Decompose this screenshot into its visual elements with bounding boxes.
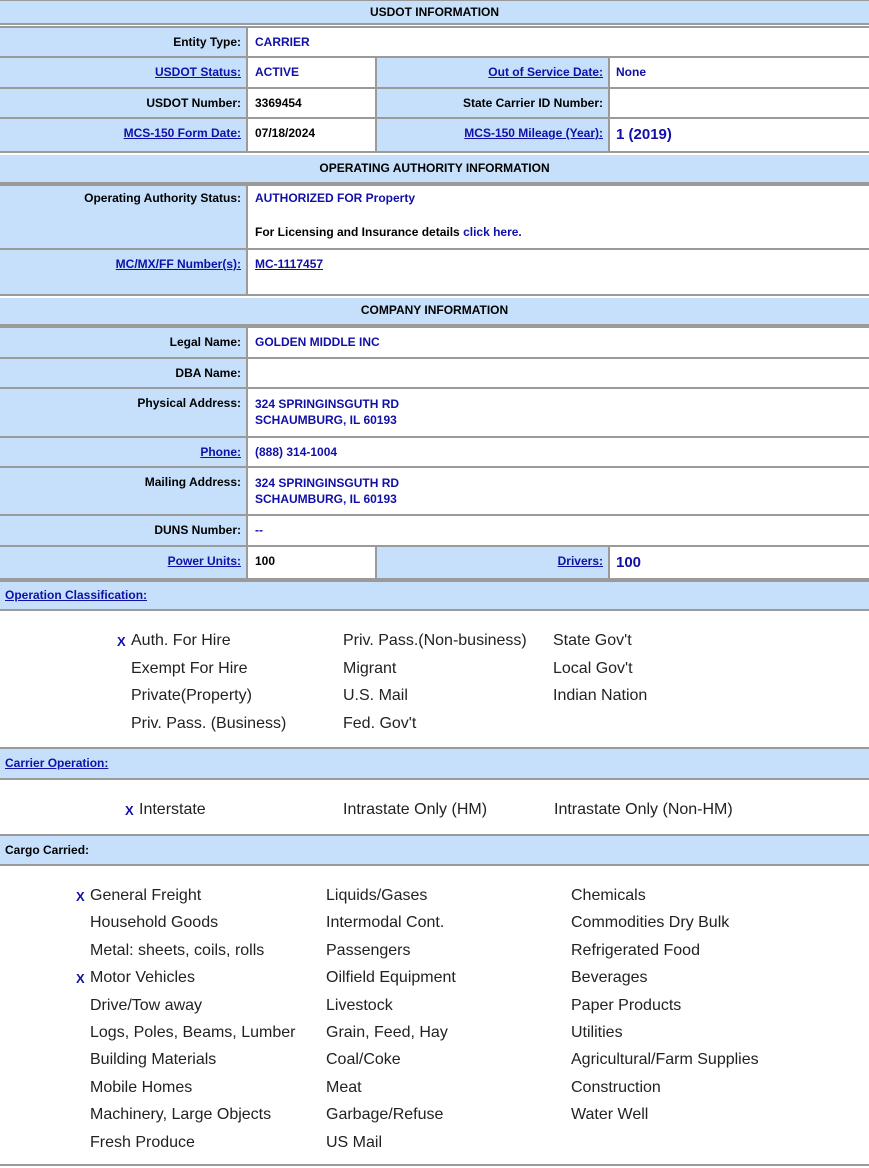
dba-name-value	[248, 359, 869, 387]
operation-classification-option: Fed. Gov't	[343, 714, 417, 732]
operation-classification-checked-mark: X	[117, 634, 126, 649]
entity-type-row	[0, 26, 869, 56]
cargo-carried-header: Cargo Carried:	[0, 834, 869, 866]
usdot-information-header: USDOT INFORMATION	[0, 0, 869, 25]
drivers-label[interactable]: Drivers:	[375, 547, 610, 578]
carrier-operation-option: Intrastate Only (HM)	[343, 801, 488, 818]
usdot-number-row	[0, 87, 869, 117]
operation-classification-option: Private(Property)	[131, 687, 252, 704]
duns-number-label: DUNS Number:	[0, 516, 248, 545]
cargo-carried-option: Logs, Poles, Beams, Lumber	[90, 1024, 296, 1041]
cargo-carried-option: Meat	[326, 1078, 362, 1096]
mc-number-label[interactable]: MC/MX/FF Number(s):	[0, 250, 248, 294]
cargo-carried-option: US Mail	[326, 1133, 383, 1151]
power-units-value: 100	[248, 547, 869, 578]
cargo-carried-option: Utilities	[571, 1024, 623, 1041]
mcs150-mileage-label[interactable]: MCS-150 Mileage (Year):	[375, 119, 610, 151]
operating-authority-status-row	[0, 184, 869, 248]
cargo-carried-option: Building Materials	[90, 1051, 217, 1069]
cargo-carried-checked-mark: X	[76, 889, 85, 904]
mailing-address-line2: SCHAUMBURG, IL 60193	[255, 492, 397, 506]
cargo-carried-option: Water Well	[571, 1106, 649, 1124]
cargo-carried-option: Passengers	[326, 941, 411, 959]
cargo-carried-option: Intermodal Cont.	[326, 914, 445, 932]
cargo-carried-option: Agricultural/Farm Supplies	[571, 1051, 759, 1069]
mailing-address-row	[0, 466, 869, 514]
cargo-carried-option: Household Goods	[90, 914, 219, 932]
usdot-status-label[interactable]: USDOT Status:	[0, 58, 248, 87]
legal-name-row	[0, 326, 869, 357]
operation-classification-option: Local Gov't	[553, 659, 633, 677]
cargo-carried-option: Motor Vehicles	[90, 969, 195, 987]
cargo-carried-option: Paper Products	[571, 996, 682, 1014]
carrier-operation-option: Interstate	[139, 801, 206, 818]
cargo-carried-option: General Freight	[90, 887, 202, 904]
cargo-carried-option: Refrigerated Food	[571, 941, 700, 959]
entity-type-value: CARRIER	[248, 28, 869, 56]
power-units-label[interactable]: Power Units:	[0, 547, 248, 578]
mailing-address-label: Mailing Address:	[0, 468, 248, 514]
physical-address-line2: SCHAUMBURG, IL 60193	[255, 413, 397, 427]
operation-classification-header[interactable]: Operation Classification:	[0, 580, 869, 611]
phone-label[interactable]: Phone:	[0, 438, 248, 466]
duns-row	[0, 514, 869, 545]
usdot-number-label: USDOT Number:	[0, 89, 248, 117]
cargo-carried-option: Beverages	[571, 969, 648, 987]
mailing-address-value	[248, 468, 869, 514]
mcs150-form-date-label[interactable]: MCS-150 Form Date:	[0, 119, 248, 151]
operation-classification-option: Indian Nation	[553, 687, 648, 704]
mailing-address-line1: 324 SPRINGINSGUTH RD	[255, 476, 400, 490]
dba-name-row	[0, 357, 869, 387]
cargo-carried-option: Garbage/Refuse	[326, 1106, 444, 1124]
operation-classification-option: Migrant	[343, 659, 397, 677]
cargo-carried-option: Mobile Homes	[90, 1078, 193, 1096]
cargo-carried-option: Chemicals	[571, 887, 646, 904]
dba-name-label: DBA Name:	[0, 359, 248, 387]
power-units-row	[0, 545, 869, 580]
state-carrier-id-value	[610, 89, 869, 117]
click-here-link[interactable]: click here.	[463, 225, 522, 239]
operating-authority-header: OPERATING AUTHORITY INFORMATION	[0, 155, 869, 184]
physical-address-value	[248, 389, 869, 436]
cargo-carried-option: Construction	[571, 1078, 661, 1096]
phone-value: (888) 314-1004	[248, 438, 869, 466]
cargo-carried-option: Commodities Dry Bulk	[571, 914, 730, 932]
usdot-status-row	[0, 56, 869, 87]
operating-authority-status-label: Operating Authority Status:	[0, 186, 248, 248]
mc-number-value[interactable]: MC-1117457	[248, 250, 869, 294]
out-of-service-date-label[interactable]: Out of Service Date:	[375, 58, 610, 87]
operating-authority-status-text: AUTHORIZED FOR Property	[255, 191, 416, 205]
usdot-status-value: ACTIVE	[248, 58, 869, 87]
legal-name-label: Legal Name:	[0, 328, 248, 357]
mcs150-form-date-value: 07/18/2024	[248, 119, 869, 151]
carrier-operation-checked-mark: X	[125, 803, 134, 818]
out-of-service-date-value: None	[610, 58, 869, 87]
physical-address-line1: 324 SPRINGINSGUTH RD	[255, 397, 400, 411]
cargo-carried-option: Liquids/Gases	[326, 887, 428, 904]
operation-classification-option: Priv. Pass. (Business)	[131, 714, 287, 732]
company-information-header: COMPANY INFORMATION	[0, 298, 869, 326]
operation-classification-option: Exempt For Hire	[131, 659, 248, 677]
licensing-details-prefix: For Licensing and Insurance details	[255, 225, 460, 239]
carrier-operation-header[interactable]: Carrier Operation:	[0, 747, 869, 780]
operating-authority-status-value	[248, 186, 869, 248]
cargo-carried-option: Oilfield Equipment	[326, 969, 456, 987]
mc-number-row	[0, 248, 869, 296]
carrier-operation-option: Intrastate Only (Non-HM)	[554, 801, 733, 818]
operation-classification-option: Priv. Pass.(Non-business)	[343, 632, 527, 649]
entity-type-label: Entity Type:	[0, 28, 248, 56]
bottom-divider	[0, 1164, 869, 1166]
duns-number-value: --	[248, 516, 869, 545]
legal-name-value: GOLDEN MIDDLE INC	[248, 328, 869, 357]
cargo-carried-option: Fresh Produce	[90, 1133, 195, 1151]
phone-row	[0, 436, 869, 466]
operation-classification-option: Auth. For Hire	[131, 632, 231, 649]
physical-address-row	[0, 387, 869, 436]
state-carrier-id-label: State Carrier ID Number:	[375, 89, 610, 117]
licensing-details-line	[255, 225, 869, 239]
mcs150-mileage-value: 1 (2019)	[610, 119, 869, 151]
cargo-carried-option: Machinery, Large Objects	[90, 1106, 272, 1124]
operation-classification-option: State Gov't	[553, 632, 632, 649]
physical-address-label: Physical Address:	[0, 389, 248, 436]
cargo-carried-option: Grain, Feed, Hay	[326, 1024, 448, 1041]
usdot-number-value: 3369454	[248, 89, 869, 117]
cargo-carried-checked-mark: X	[76, 971, 85, 987]
cargo-carried-option: Drive/Tow away	[90, 996, 203, 1014]
cargo-carried-option: Metal: sheets, coils, rolls	[90, 941, 265, 959]
drivers-value: 100	[610, 547, 869, 578]
cargo-carried-option: Livestock	[326, 996, 393, 1014]
cargo-carried-option: Coal/Coke	[326, 1051, 401, 1069]
operation-classification-option: U.S. Mail	[343, 687, 408, 704]
mcs150-row	[0, 117, 869, 153]
